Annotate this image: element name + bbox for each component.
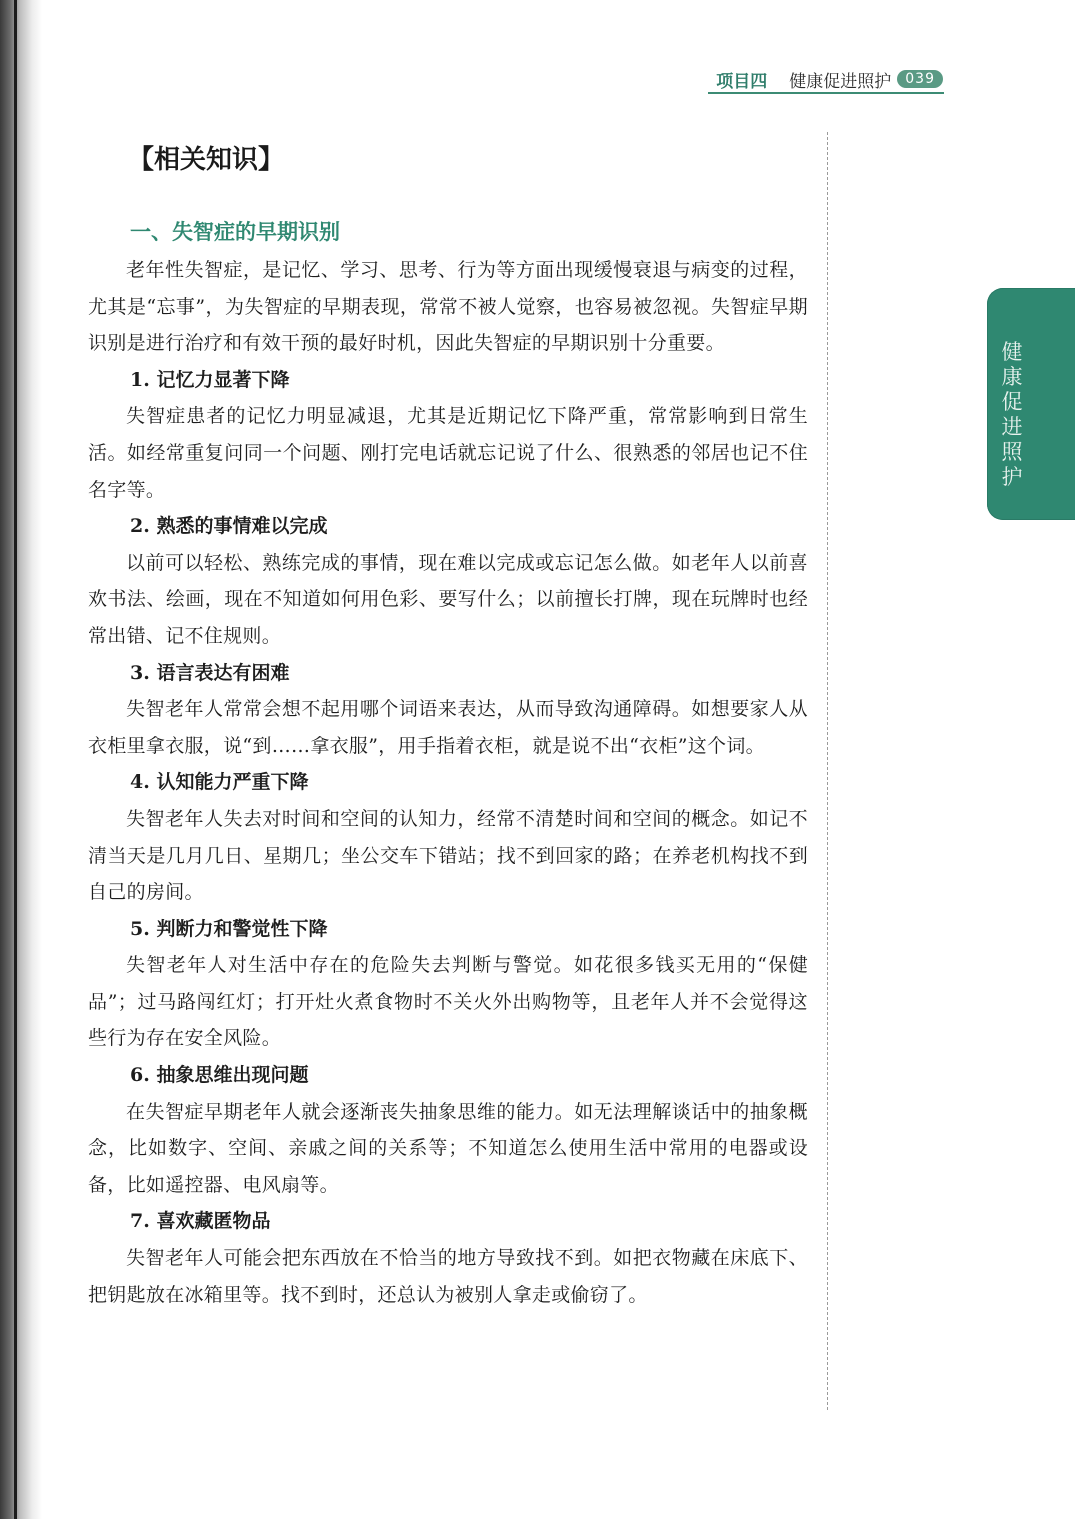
item-body: 失智老年人对生活中存在的危险失去判断与警觉。如花很多钱买无用的“保健品”；过马路闯红灯；打开灶火煮食物时不关火外出购物等，且老年人并不会觉得这些行为存在安全风险。 xyxy=(88,954,808,1050)
intro-paragraph: 老年性失智症，是记忆、学习、思考、行为等方面出现缓慢衰退与病变的过程，尤其是“忘事”，为失智症的早期表现，常常不被人觉察，也容易被忽视。失智症早期识别是进行治疗和有效干预的最好时机，因此失智症的早期识别十分重要。 xyxy=(88,259,808,355)
item-title: 5. 判断力和警觉性下降 xyxy=(130,917,328,940)
item-body: 失智症患者的记忆力明显减退，尤其是近期记忆下降严重，常常影响到日常生活。如经常重复问同一个问题、刚打完电话就忘记说了什么、很熟悉的邻居也记不住名字等。 xyxy=(88,405,808,501)
header-chapter: 健康促进照护 xyxy=(789,71,892,92)
item-title: 6. 抽象思维出现问题 xyxy=(130,1064,309,1087)
running-header xyxy=(716,66,943,92)
item-title: 2. 熟悉的事情难以完成 xyxy=(130,515,328,538)
subsection-title: 一、失智症的早期识别 xyxy=(130,220,340,244)
item-title: 3. 语言表达有困难 xyxy=(130,661,290,684)
item-body: 失智老年人可能会把东西放在不恰当的地方导致找不到。如把衣物藏在床底下、把钥匙放在冰箱里等。找不到时，还总认为被别人拿走或偷窃了。 xyxy=(88,1247,808,1306)
item-body: 失智老年人失去对时间和空间的认知力，经常不清楚时间和空间的概念。如记不清当天是几月几日、星期几；坐公交车下错站；找不到回家的路；在养老机构找不到自己的房间。 xyxy=(88,807,808,904)
book-spine-shadow xyxy=(0,0,42,1519)
book-binding-line xyxy=(14,0,17,1519)
margin-dashed-line xyxy=(827,132,828,1410)
item-body: 以前可以轻松、熟练完成的事情，现在难以完成或忘记怎么做。如老年人以前喜欢书法、绘画，现在不知道如何用色彩、要写什么；以前擅长打牌，现在玩牌时也经常出错、记不住规则。 xyxy=(88,551,808,647)
item-title: 4. 认知能力严重下降 xyxy=(130,771,309,794)
item-title: 7. 喜欢藏匿物品 xyxy=(130,1210,271,1233)
header-rule xyxy=(708,92,944,94)
chapter-side-tab xyxy=(987,288,1075,520)
page-number-badge: 039 xyxy=(897,70,943,88)
item-body: 失智老年人常常会想不起用哪个词语来表达，从而导致沟通障碍。如想要家人从衣柜里拿衣服，说“到……拿衣服”，用手指着衣柜，就是说不出“衣柜”这个词。 xyxy=(88,698,808,757)
item-title: 1. 记忆力显著下降 xyxy=(130,368,290,391)
item-body: 在失智症早期老年人就会逐渐丧失抽象思维的能力。如无法理解谈话中的抽象概念，比如数字、空间、亲戚之间的关系等；不知道怎么使用生活中常用的电器或设备，比如遥控器、电风扇等。 xyxy=(88,1100,808,1196)
header-project: 项目四 xyxy=(716,71,768,92)
side-tab-label: 健康促进照护 xyxy=(1001,340,1023,489)
page-content xyxy=(88,136,808,1313)
section-title: 【相关知识】 xyxy=(128,145,285,175)
